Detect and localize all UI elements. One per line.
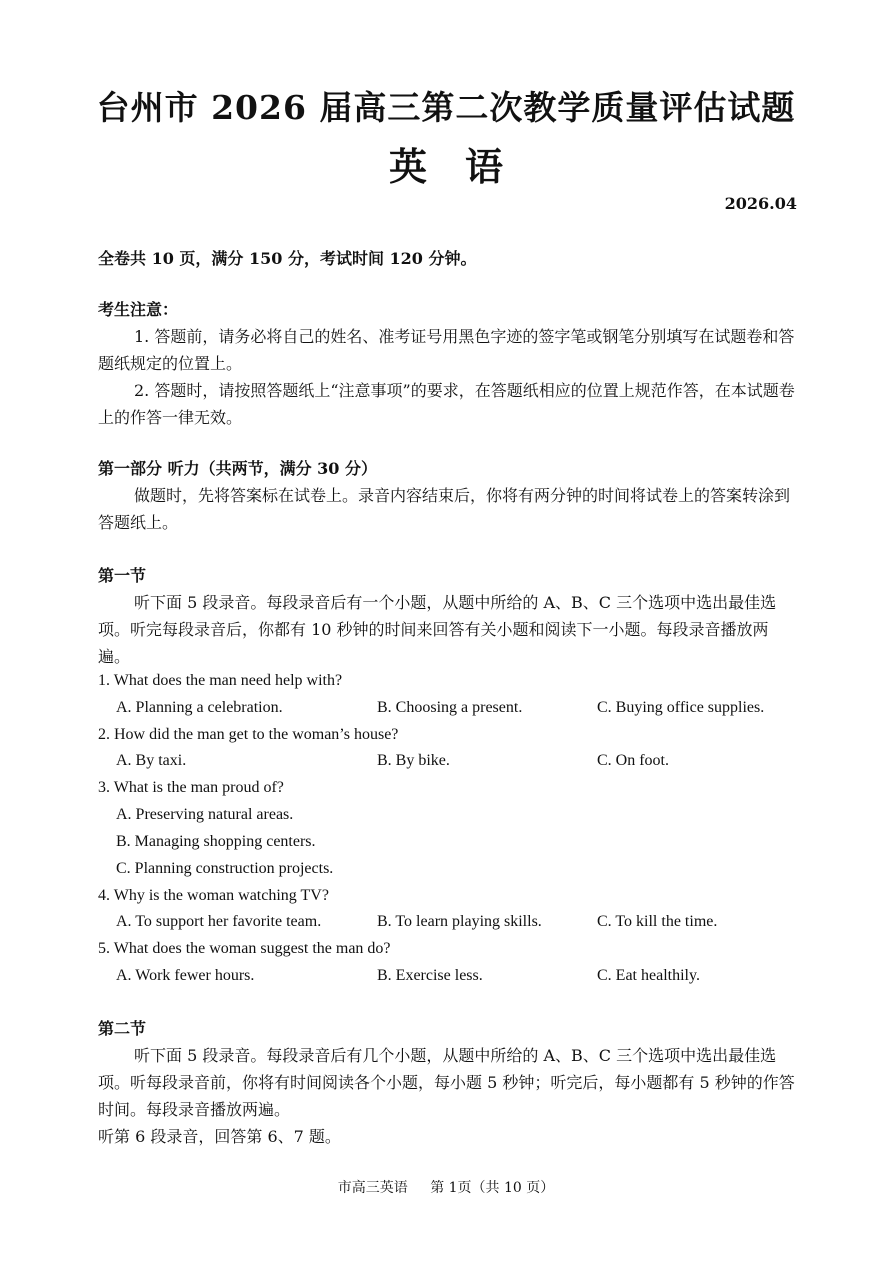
question-4: 4. Why is the woman watching TV? [98, 887, 329, 904]
q2-option-c: C. On foot. [597, 752, 669, 769]
page-footer [0, 1177, 892, 1197]
notice-item-1: 1. 答题前，请务必将自己的姓名、准考证号用黑色字迹的签字笔或钢笔分别填写在试题卷和答题纸规定的位置上。 [98, 327, 795, 373]
section2-prompt: 听第 6 段录音，回答第 6、7 题。 [98, 1127, 341, 1146]
section1-block [98, 562, 798, 670]
part1-block [98, 455, 798, 536]
q4-option-a: A. To support her favorite team. [116, 913, 322, 930]
q1-option-b: B. Choosing a present. [377, 699, 523, 716]
q4-option-b: B. To learn playing skills. [377, 913, 542, 930]
part1-instruction: 做题时，先将答案标在试卷上。录音内容结束后，你将有两分钟的时间将试卷上的答案转涂到答题纸上。 [98, 486, 791, 532]
q2-option-b: B. By bike. [377, 752, 450, 769]
section2-instruction: 听下面 5 段录音。每段录音后有几个小题，从题中所给的 A、B、C 三个选项中选出最佳选项。听每段录音前，你将有时间阅读各个小题，每小题 5 秒钟；听完后，每小题都有 5 秒钟的作答时间。每段录音播放两遍。 [98, 1046, 795, 1119]
question-2: 2. How did the man get to the woman’s house? [98, 726, 399, 743]
question-3: 3. What is the man proud of? [98, 779, 284, 796]
section1-instruction: 听下面 5 段录音。每段录音后有一个小题，从题中所给的 A、B、C 三个选项中选出最佳选项。听完每段录音后，你都有 10 秒钟的时间来回答有关小题和阅读下一小题。每段录音播放两遍。 [98, 593, 777, 666]
q5-option-b: B. Exercise less. [377, 967, 483, 984]
exam-date: 2026.04 [724, 194, 797, 213]
footer-subject: 市高三英语 [337, 1180, 408, 1196]
exam-info: 全卷共 10 页，满分 150 分，考试时间 120 分钟。 [98, 249, 477, 268]
section2-heading: 第二节 [98, 1019, 147, 1038]
q3-option-b: B. Managing shopping centers. [116, 833, 316, 850]
question-1: 1. What does the man need help with? [98, 672, 343, 689]
section1-heading: 第一节 [98, 566, 147, 585]
q3-option-a: A. Preserving natural areas. [116, 806, 294, 823]
exam-title: 台州市 2026 届高三第二次教学质量评估试题 [96, 88, 796, 127]
notice-heading: 考生注意： [98, 300, 179, 319]
part1-heading: 第一部分 听力（共两节，满分 30 分） [98, 459, 377, 478]
notice-item-2: 2. 答题时，请按照答题纸上“注意事项”的要求，在答题纸相应的位置上规范作答，在本试题卷上的作答一律无效。 [98, 381, 795, 427]
q5-option-a: A. Work fewer hours. [116, 967, 255, 984]
q1-option-c: C. Buying office supplies. [597, 699, 765, 716]
question-5: 5. What does the woman suggest the man do? [98, 940, 391, 957]
q4-option-c: C. To kill the time. [597, 913, 718, 930]
notice-block [98, 296, 798, 431]
footer-page-number: 第 1页（共 10 页） [430, 1180, 555, 1196]
q2-option-a: A. By taxi. [116, 752, 187, 769]
subject-title: 英 语 [388, 144, 503, 189]
q5-option-c: C. Eat healthily. [597, 967, 700, 984]
section2-block [98, 1015, 798, 1150]
q3-option-c: C. Planning construction projects. [116, 860, 334, 877]
q1-option-a: A. Planning a celebration. [116, 699, 283, 716]
